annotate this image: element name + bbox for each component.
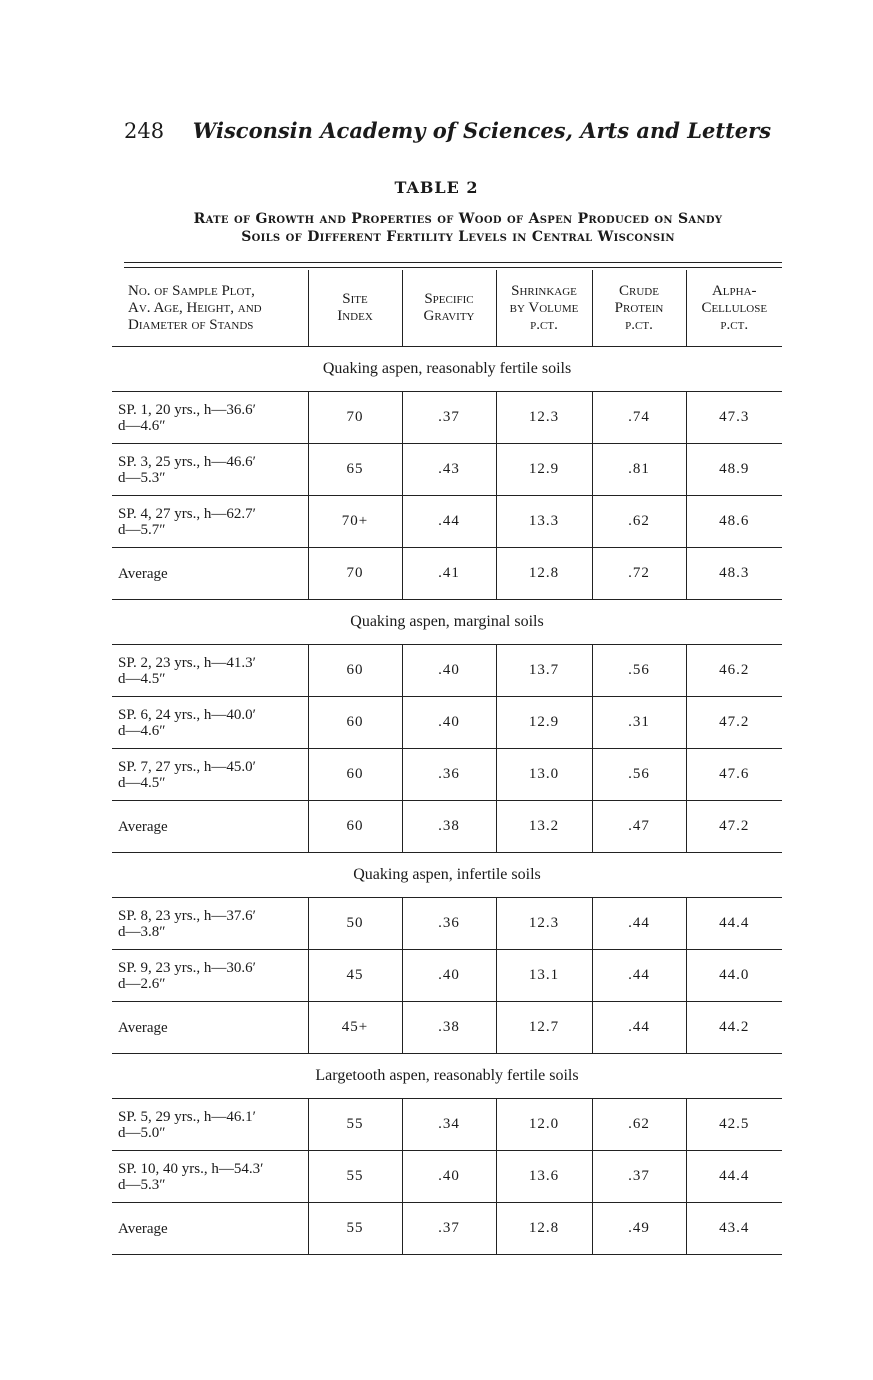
table-title [118, 210, 798, 246]
plot-label [112, 749, 308, 801]
plot-label-line: SP. 3, 25 yrs., h—46.6′ [118, 453, 256, 470]
alpha-cellulose-cell: 44.4 [686, 1151, 782, 1203]
table-title-line: Soils of Different Fertility Levels in Central Wisconsin [241, 229, 675, 245]
alpha-cellulose-cell: 48.9 [686, 444, 782, 496]
site-index-cell: 60 [308, 801, 402, 853]
plot-label-line: d—2.6″ [118, 975, 166, 992]
alpha-cellulose-cell: 46.2 [686, 645, 782, 697]
site-index-cell: 60 [308, 749, 402, 801]
specific-gravity-cell: .41 [402, 548, 496, 600]
journal-title: Wisconsin Academy of Sciences, Arts and Letters [192, 118, 772, 143]
average-row [112, 801, 782, 853]
header-line: Diameter of Stands [128, 316, 254, 333]
group-heading: Quaking aspen, reasonably fertile soils [112, 347, 782, 392]
site-index-cell: 45 [308, 950, 402, 1002]
crude-protein-cell: .44 [592, 1002, 686, 1054]
site-index-cell: 55 [308, 1151, 402, 1203]
plot-label-line: d—4.5″ [118, 670, 166, 687]
shrinkage-cell: 13.0 [496, 749, 592, 801]
alpha-cellulose-cell: 47.6 [686, 749, 782, 801]
crude-protein-cell: .49 [592, 1203, 686, 1255]
shrinkage-cell: 12.3 [496, 898, 592, 950]
alpha-cellulose-cell: 48.6 [686, 496, 782, 548]
table-row [112, 898, 782, 950]
plot-label-line: d—5.7″ [118, 521, 166, 538]
crude-protein-cell: .62 [592, 496, 686, 548]
running-head [124, 118, 784, 143]
plot-label-line: SP. 2, 23 yrs., h—41.3′ [118, 654, 256, 671]
plot-label-line: d—5.3″ [118, 469, 166, 486]
site-index-cell: 50 [308, 898, 402, 950]
header-line: p.ct. [720, 316, 749, 333]
crude-protein-cell: .56 [592, 749, 686, 801]
plot-label [112, 444, 308, 496]
crude-protein-cell: .44 [592, 950, 686, 1002]
crude-protein-cell: .56 [592, 645, 686, 697]
crude-protein-cell: .74 [592, 392, 686, 444]
shrinkage-cell: 12.9 [496, 444, 592, 496]
header-line: Shrinkage [511, 282, 577, 299]
crude-protein-cell: .44 [592, 898, 686, 950]
table-top-rule [124, 267, 782, 268]
shrinkage-cell: 13.7 [496, 645, 592, 697]
site-index-cell: 65 [308, 444, 402, 496]
specific-gravity-cell: .40 [402, 697, 496, 749]
alpha-cellulose-cell: 43.4 [686, 1203, 782, 1255]
table-row [112, 697, 782, 749]
table-row [112, 749, 782, 801]
shrinkage-cell: 13.1 [496, 950, 592, 1002]
group-heading: Quaking aspen, infertile soils [112, 853, 782, 898]
average-label: Average [112, 1002, 308, 1054]
crude-protein-cell: .37 [592, 1151, 686, 1203]
shrinkage-cell: 12.3 [496, 392, 592, 444]
crude-protein-cell: .62 [592, 1099, 686, 1151]
crude-protein-cell: .81 [592, 444, 686, 496]
average-label: Average [112, 801, 308, 853]
group-heading: Largetooth aspen, reasonably fertile soils [112, 1054, 782, 1099]
site-index-cell: 60 [308, 697, 402, 749]
specific-gravity-cell: .44 [402, 496, 496, 548]
site-index-cell: 70 [308, 392, 402, 444]
site-index-cell: 55 [308, 1099, 402, 1151]
table-row [112, 1151, 782, 1203]
alpha-cellulose-cell: 44.4 [686, 898, 782, 950]
alpha-cellulose-cell: 47.2 [686, 801, 782, 853]
table-row [112, 645, 782, 697]
average-label: Average [112, 1203, 308, 1255]
header-line: No. of Sample Plot, [128, 282, 255, 299]
header-line: Index [337, 308, 373, 324]
shrinkage-cell: 12.8 [496, 1203, 592, 1255]
plot-label [112, 950, 308, 1002]
plot-label-line: d—3.8″ [118, 923, 166, 940]
crude-protein-cell: .31 [592, 697, 686, 749]
plot-label-line: SP. 1, 20 yrs., h—36.6′ [118, 401, 256, 418]
plot-label-line: SP. 8, 23 yrs., h—37.6′ [118, 907, 256, 924]
plot-label-line: d—5.0″ [118, 1124, 166, 1141]
data-table [112, 270, 782, 1255]
table-body [112, 347, 782, 1255]
plot-label [112, 898, 308, 950]
table-row [112, 950, 782, 1002]
plot-label-line: SP. 4, 27 yrs., h—62.7′ [118, 505, 256, 522]
plot-label-line: d—4.5″ [118, 774, 166, 791]
specific-gravity-cell: .40 [402, 645, 496, 697]
specific-gravity-cell: .36 [402, 749, 496, 801]
specific-gravity-cell: .40 [402, 950, 496, 1002]
specific-gravity-cell: .43 [402, 444, 496, 496]
page-number: 248 [124, 119, 165, 143]
average-row [112, 1203, 782, 1255]
specific-gravity-cell: .38 [402, 801, 496, 853]
table-top-rule [124, 262, 782, 263]
crude-protein-cell: .72 [592, 548, 686, 600]
header-line: p.ct. [625, 316, 653, 333]
plot-label [112, 496, 308, 548]
table-row [112, 496, 782, 548]
specific-gravity-cell: .38 [402, 1002, 496, 1054]
plot-label-line: SP. 7, 27 yrs., h—45.0′ [118, 758, 256, 775]
column-header-shrinkage [496, 270, 592, 347]
column-header-sample-plot [112, 270, 308, 347]
plot-label-line: SP. 5, 29 yrs., h—46.1′ [118, 1108, 256, 1125]
header-line: Crude [619, 282, 659, 299]
group-heading-row [112, 347, 782, 392]
plot-label-line: d—5.3″ [118, 1176, 166, 1193]
specific-gravity-cell: .40 [402, 1151, 496, 1203]
shrinkage-cell: 12.9 [496, 697, 592, 749]
plot-label-line: SP. 6, 24 yrs., h—40.0′ [118, 706, 256, 723]
group-heading-row [112, 853, 782, 898]
header-line: Cellulose [701, 299, 768, 316]
alpha-cellulose-cell: 44.2 [686, 1002, 782, 1054]
table-row [112, 444, 782, 496]
plot-label-line: SP. 10, 40 yrs., h—54.3′ [118, 1160, 264, 1177]
shrinkage-cell: 12.7 [496, 1002, 592, 1054]
table-header [112, 270, 782, 347]
plot-label [112, 1151, 308, 1203]
plot-label [112, 1099, 308, 1151]
table-row [112, 1099, 782, 1151]
shrinkage-cell: 12.8 [496, 548, 592, 600]
plot-label [112, 645, 308, 697]
average-row [112, 548, 782, 600]
header-line: by Volume [509, 299, 579, 316]
site-index-cell: 55 [308, 1203, 402, 1255]
site-index-cell: 60 [308, 645, 402, 697]
shrinkage-cell: 13.2 [496, 801, 592, 853]
site-index-cell: 45+ [308, 1002, 402, 1054]
table-row [112, 392, 782, 444]
header-line: Specific [424, 291, 474, 307]
header-line: Gravity [423, 308, 475, 324]
plot-label-line: d—4.6″ [118, 417, 166, 434]
header-line: Alpha- [711, 282, 757, 299]
plot-label-line: d—4.6″ [118, 722, 166, 739]
group-heading-row [112, 1054, 782, 1099]
specific-gravity-cell: .34 [402, 1099, 496, 1151]
site-index-cell: 70+ [308, 496, 402, 548]
shrinkage-cell: 13.6 [496, 1151, 592, 1203]
specific-gravity-cell: .37 [402, 392, 496, 444]
crude-protein-cell: .47 [592, 801, 686, 853]
header-line: Site [342, 291, 368, 307]
plot-label [112, 392, 308, 444]
plot-label-line: SP. 9, 23 yrs., h—30.6′ [118, 959, 256, 976]
header-row [112, 270, 782, 347]
average-row [112, 1002, 782, 1054]
plot-label [112, 697, 308, 749]
header-line: Protein [614, 299, 664, 316]
alpha-cellulose-cell: 42.5 [686, 1099, 782, 1151]
specific-gravity-cell: .36 [402, 898, 496, 950]
group-heading: Quaking aspen, marginal soils [112, 600, 782, 645]
alpha-cellulose-cell: 47.3 [686, 392, 782, 444]
column-header-crude-protein [592, 270, 686, 347]
alpha-cellulose-cell: 47.2 [686, 697, 782, 749]
column-header-alpha-cellulose [686, 270, 782, 347]
alpha-cellulose-cell: 48.3 [686, 548, 782, 600]
header-line: p.ct. [530, 316, 558, 333]
header-line: Av. Age, Height, and [128, 299, 262, 316]
average-label: Average [112, 548, 308, 600]
table-title-line: Rate of Growth and Properties of Wood of Aspen Produced on Sandy [193, 211, 723, 227]
specific-gravity-cell: .37 [402, 1203, 496, 1255]
column-header-site-index [308, 270, 402, 347]
site-index-cell: 70 [308, 548, 402, 600]
shrinkage-cell: 12.0 [496, 1099, 592, 1151]
column-header-specific-gravity [402, 270, 496, 347]
group-heading-row [112, 600, 782, 645]
alpha-cellulose-cell: 44.0 [686, 950, 782, 1002]
table-label: TABLE 2 [394, 178, 479, 197]
shrinkage-cell: 13.3 [496, 496, 592, 548]
